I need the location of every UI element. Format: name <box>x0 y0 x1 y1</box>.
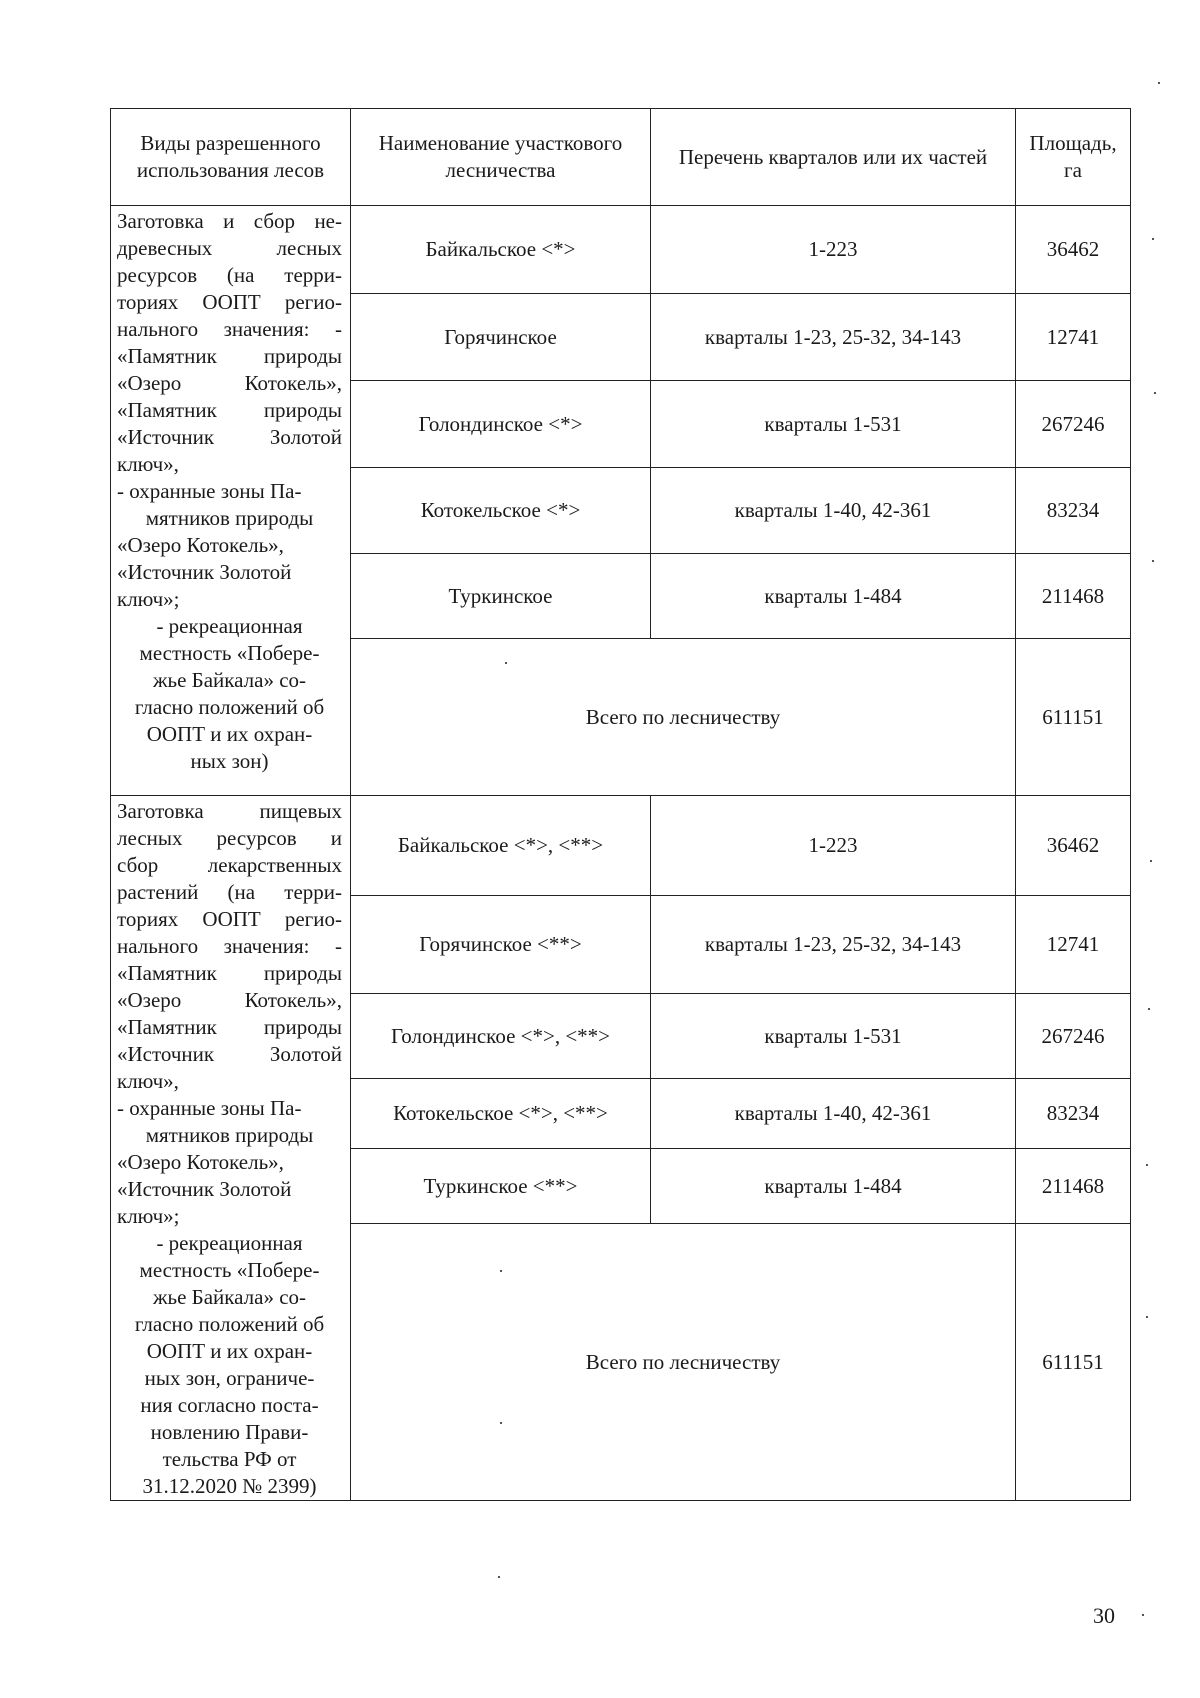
use-type-line: гласно положений об <box>134 695 325 719</box>
use-type-line: новлению Прави- <box>150 1420 309 1444</box>
area: 83234 <box>1016 468 1131 554</box>
use-type-line: Заготовка пищевых <box>117 799 342 823</box>
use-type-line: ных зон, ограниче- <box>144 1366 315 1390</box>
use-type-line: «Озеро Котокель», <box>117 988 342 1012</box>
scan-speck <box>1154 392 1156 394</box>
use-type-line: ресурсов (на терри- <box>117 263 342 287</box>
use-type-line: «Памятник природы <box>117 961 342 985</box>
quarters: кварталы 1-23, 25-32, 34-143 <box>651 896 1016 994</box>
use-type-line: «Источник Золотой <box>117 425 342 449</box>
quarters: 1-223 <box>651 796 1016 896</box>
forestry-name: Горячинское <box>351 294 651 381</box>
area: 267246 <box>1016 381 1131 468</box>
use-type-line: «Источник Золотой <box>117 1042 342 1066</box>
use-type-line: ключ», <box>117 452 179 476</box>
scan-speck <box>1146 1316 1148 1318</box>
use-type-line: ключ»; <box>117 587 180 611</box>
table-row <box>111 796 1131 896</box>
area: 36462 <box>1016 206 1131 294</box>
use-type-line: тельства РФ от <box>162 1447 297 1471</box>
use-type-cell-1 <box>111 206 351 796</box>
header-row <box>111 109 1131 206</box>
scan-speck <box>500 1422 502 1424</box>
use-type-line: «Источник Золотой <box>117 1177 292 1201</box>
total-area: 611151 <box>1016 1224 1131 1501</box>
use-type-line: ООПТ и их охран- <box>146 1339 313 1363</box>
total-label: Всего по лесничеству <box>351 1224 1016 1501</box>
use-type-line: жье Байкала» со- <box>152 668 307 692</box>
quarters: кварталы 1-484 <box>651 554 1016 639</box>
use-type-line: мятников природы <box>145 506 314 530</box>
forestry-name: Туркинское <**> <box>351 1149 651 1224</box>
scan-speck <box>1158 82 1160 84</box>
forestry-name: Байкальское <*>, <**> <box>351 796 651 896</box>
use-type-line: ния согласно поста- <box>140 1393 319 1417</box>
use-type-line: - рекреационная <box>156 1231 303 1255</box>
use-type-line: «Памятник природы <box>117 344 342 368</box>
use-type-line: гласно положений об <box>134 1312 325 1336</box>
area: 83234 <box>1016 1079 1131 1149</box>
use-type-line: - охранные зоны Па- <box>117 479 302 503</box>
scan-speck <box>1152 238 1154 240</box>
use-type-line: «Озеро Котокель», <box>117 371 342 395</box>
use-type-line: - рекреационная <box>156 614 303 638</box>
quarters: кварталы 1-40, 42-361 <box>651 468 1016 554</box>
quarters: кварталы 1-531 <box>651 381 1016 468</box>
quarters: кварталы 1-23, 25-32, 34-143 <box>651 294 1016 381</box>
area: 12741 <box>1016 294 1131 381</box>
use-type-line: ключ», <box>117 1069 179 1093</box>
scan-speck <box>1150 860 1152 862</box>
forestry-name: Туркинское <box>351 554 651 639</box>
header-area: Площадь, га <box>1016 109 1131 206</box>
use-type-line: древесных лесных <box>117 236 342 260</box>
forestry-name: Байкальское <*> <box>351 206 651 294</box>
area: 211468 <box>1016 1149 1131 1224</box>
use-type-line: «Озеро Котокель», <box>117 533 284 557</box>
scan-speck <box>1148 1008 1150 1010</box>
use-type-line: ториях ООПТ регио- <box>117 907 342 931</box>
forestry-name: Котокельское <*> <box>351 468 651 554</box>
area: 36462 <box>1016 796 1131 896</box>
forestry-name: Котокельское <*>, <**> <box>351 1079 651 1149</box>
use-type-line: ториях ООПТ регио- <box>117 290 342 314</box>
use-type-line: Заготовка и сбор не- <box>117 209 342 233</box>
use-type-line: жье Байкала» со- <box>152 1285 307 1309</box>
header-use-type: Виды разрешенного использования лесов <box>111 109 351 206</box>
use-type-line: «Озеро Котокель», <box>117 1150 284 1174</box>
quarters: кварталы 1-40, 42-361 <box>651 1079 1016 1149</box>
use-type-line: - охранные зоны Па- <box>117 1096 302 1120</box>
quarters: кварталы 1-531 <box>651 994 1016 1079</box>
use-type-line: лесных ресурсов и <box>117 826 342 850</box>
forest-use-table <box>110 108 1131 1501</box>
use-type-line: сбор лекарственных <box>117 853 342 877</box>
forestry-name: Голондинское <*> <box>351 381 651 468</box>
page-number: 30 <box>1093 1603 1115 1628</box>
scan-speck <box>500 1270 502 1272</box>
scan-speck <box>1142 1614 1144 1616</box>
quarters: 1-223 <box>651 206 1016 294</box>
use-type-line: нального значения: - <box>117 934 342 958</box>
header-forestry-name: Наименование участкового лесничества <box>351 109 651 206</box>
use-type-line: местность «Побере- <box>139 641 320 665</box>
total-area: 611151 <box>1016 639 1131 796</box>
area: 211468 <box>1016 554 1131 639</box>
area: 267246 <box>1016 994 1131 1079</box>
use-type-line: ООПТ и их охран- <box>146 722 313 746</box>
use-type-line: ных зон) <box>190 749 269 773</box>
forestry-name: Голондинское <*>, <**> <box>351 994 651 1079</box>
use-type-line: мятников природы <box>145 1123 314 1147</box>
area: 12741 <box>1016 896 1131 994</box>
scan-speck <box>1152 560 1154 562</box>
use-type-line: ключ»; <box>117 1204 180 1228</box>
table-row <box>111 206 1131 294</box>
use-type-line: 31.12.2020 № 2399) <box>142 1474 317 1498</box>
scan-speck <box>498 1576 500 1578</box>
use-type-line: нального значения: - <box>117 317 342 341</box>
forestry-name: Горячинское <**> <box>351 896 651 994</box>
use-type-line: «Источник Золотой <box>117 560 292 584</box>
use-type-line: местность «Побере- <box>139 1258 320 1282</box>
use-type-line: «Памятник природы <box>117 398 342 422</box>
total-label: Всего по лесничеству <box>351 639 1016 796</box>
quarters: кварталы 1-484 <box>651 1149 1016 1224</box>
scan-speck <box>1146 1164 1148 1166</box>
use-type-line: «Памятник природы <box>117 1015 342 1039</box>
scan-speck <box>505 662 507 664</box>
header-quarters: Перечень кварталов или их частей <box>651 109 1016 206</box>
use-type-cell-2 <box>111 796 351 1501</box>
use-type-line: растений (на терри- <box>117 880 342 904</box>
